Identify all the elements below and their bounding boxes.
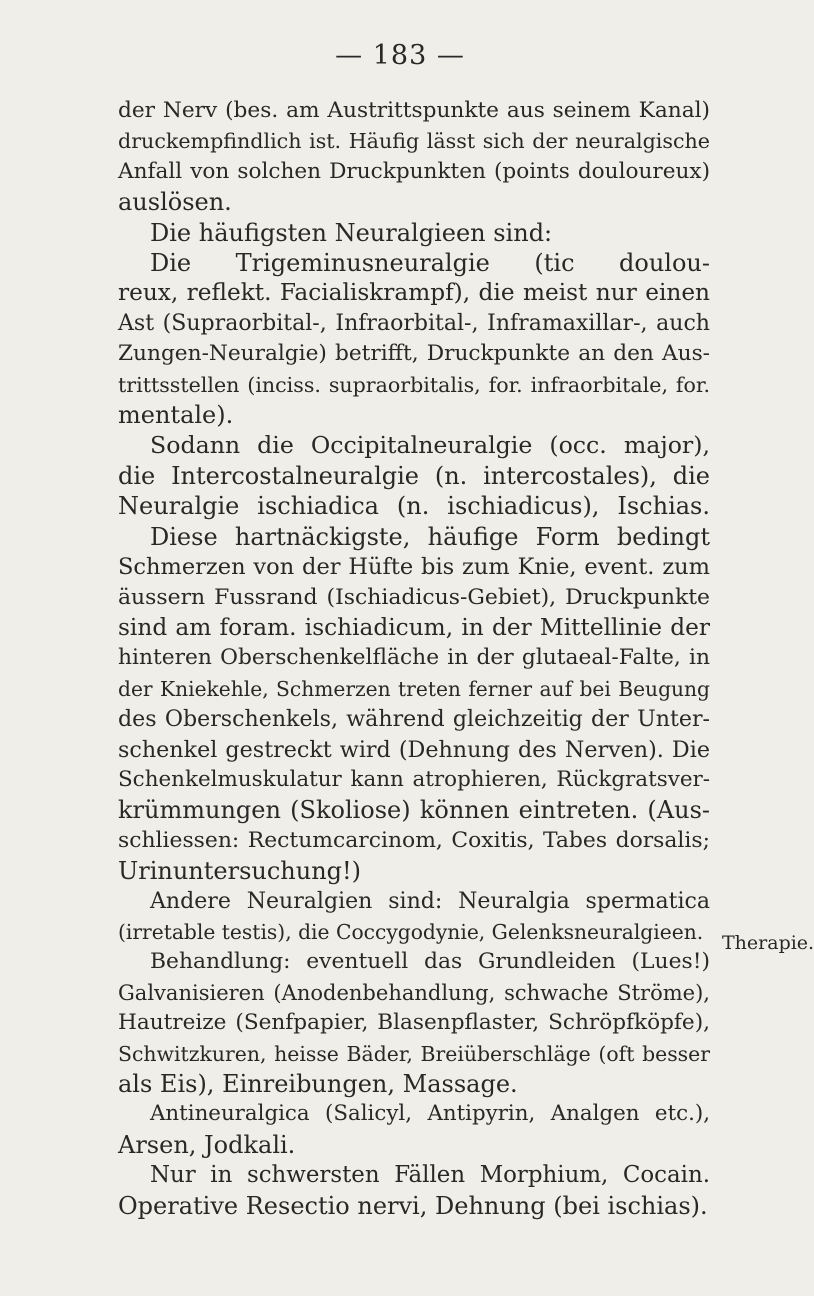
body-text [118, 96, 710, 1221]
text-line: Zungen-Neuralgie) betrifft, Druckpunkte an den Aus- [118, 341, 710, 367]
text-line: Neuralgie ischiadica (n. ischiadicus), Ischias. [118, 492, 710, 521]
text-line: druckempfindlich ist. Häufig lässt sich der neuralgische [118, 129, 710, 154]
text-line: Diese hartnäckigste, häufige Form bedingt [150, 522, 710, 551]
text-line: Behandlung: eventuell das Grundleiden (Lues!) [150, 949, 710, 975]
text-line: der Kniekehle, Schmerzen treten ferner auf bei Beugung [118, 676, 710, 701]
text-line: äussern Fussrand (Ischiadicus-Gebiet), Druckpunkte [118, 584, 710, 610]
text-line: Die Trigeminusneuralgie (tic doulou- [150, 249, 710, 278]
text-line: hinteren Oberschenkelfläche in der glutaeal-Falte, in [118, 645, 710, 671]
text-line: Urinuntersuchung!) [118, 857, 362, 886]
text-line: mentale). [118, 401, 234, 430]
text-line: Schmerzen von der Hüfte bis zum Knie, event. zum [118, 554, 710, 581]
margin-note-therapie: Therapie. [722, 932, 814, 954]
text-line: Antineuralgica (Salicyl, Antipyrin, Analgen etc.), [150, 1101, 710, 1127]
text-line: der Nerv (bes. am Austrittspunkte aus seinem Kanal) [118, 98, 710, 123]
text-line: schliessen: Rectumcarcinom, Coxitis, Tabes dorsalis; [118, 827, 710, 853]
text-line: trittsstellen (inciss. supraorbitalis, for. infraorbitale, for. [118, 372, 710, 397]
text-line: auslösen. [118, 188, 232, 217]
text-line: Sodann die Occipitalneuralgie (occ. major), [150, 431, 710, 460]
text-line: sind am foram. ischiadicum, in der Mittellinie der [118, 613, 710, 641]
text-line: (irretable testis), die Coccygodynie, Gelenksneuralgieen. [118, 919, 704, 944]
text-line: Ast (Supraorbital-, Infraorbital-, Inframaxillar-, auch [118, 310, 710, 336]
text-line: als Eis), Einreibungen, Massage. [118, 1070, 518, 1098]
text-line: Die häufigsten Neuralgieen sind: [150, 218, 553, 247]
text-line: die Intercostalneuralgie (n. intercostales), die [118, 461, 710, 490]
text-line: des Oberschenkels, während gleichzeitig der Unter- [118, 706, 710, 733]
text-line: Schenkelmuskulatur kann atrophieren, Rückgratsver- [118, 766, 710, 792]
text-line: Schwitzkuren, heisse Bäder, Breiüberschläge (oft besser [118, 1041, 710, 1066]
text-line: Nur in schwersten Fällen Morphium, Cocain. [150, 1162, 710, 1189]
text-line: Anfall von solchen Druckpunkten (points douloureux) [118, 158, 710, 184]
page-number: — 183 — [335, 40, 465, 71]
text-line: schenkel gestreckt wird (Dehnung des Nerven). Die [118, 736, 710, 763]
text-line: Andere Neuralgien sind: Neuralgia spermatica [150, 888, 710, 914]
text-line: Arsen, Jodkali. [118, 1130, 296, 1159]
text-line: Galvanisieren (Anodenbehandlung, schwache Ströme), [118, 979, 710, 1005]
text-line: krümmungen (Skoliose) können eintreten. (Aus- [118, 796, 710, 825]
text-line: Operative Resectio nervi, Dehnung (bei ischias). [118, 1191, 708, 1220]
text-line: Hautreize (Senfpapier, Blasenpflaster, Schröpfköpfe), [118, 1010, 710, 1036]
text-line: reux, reflekt. Facialiskrampf), die meist nur einen [118, 279, 710, 307]
